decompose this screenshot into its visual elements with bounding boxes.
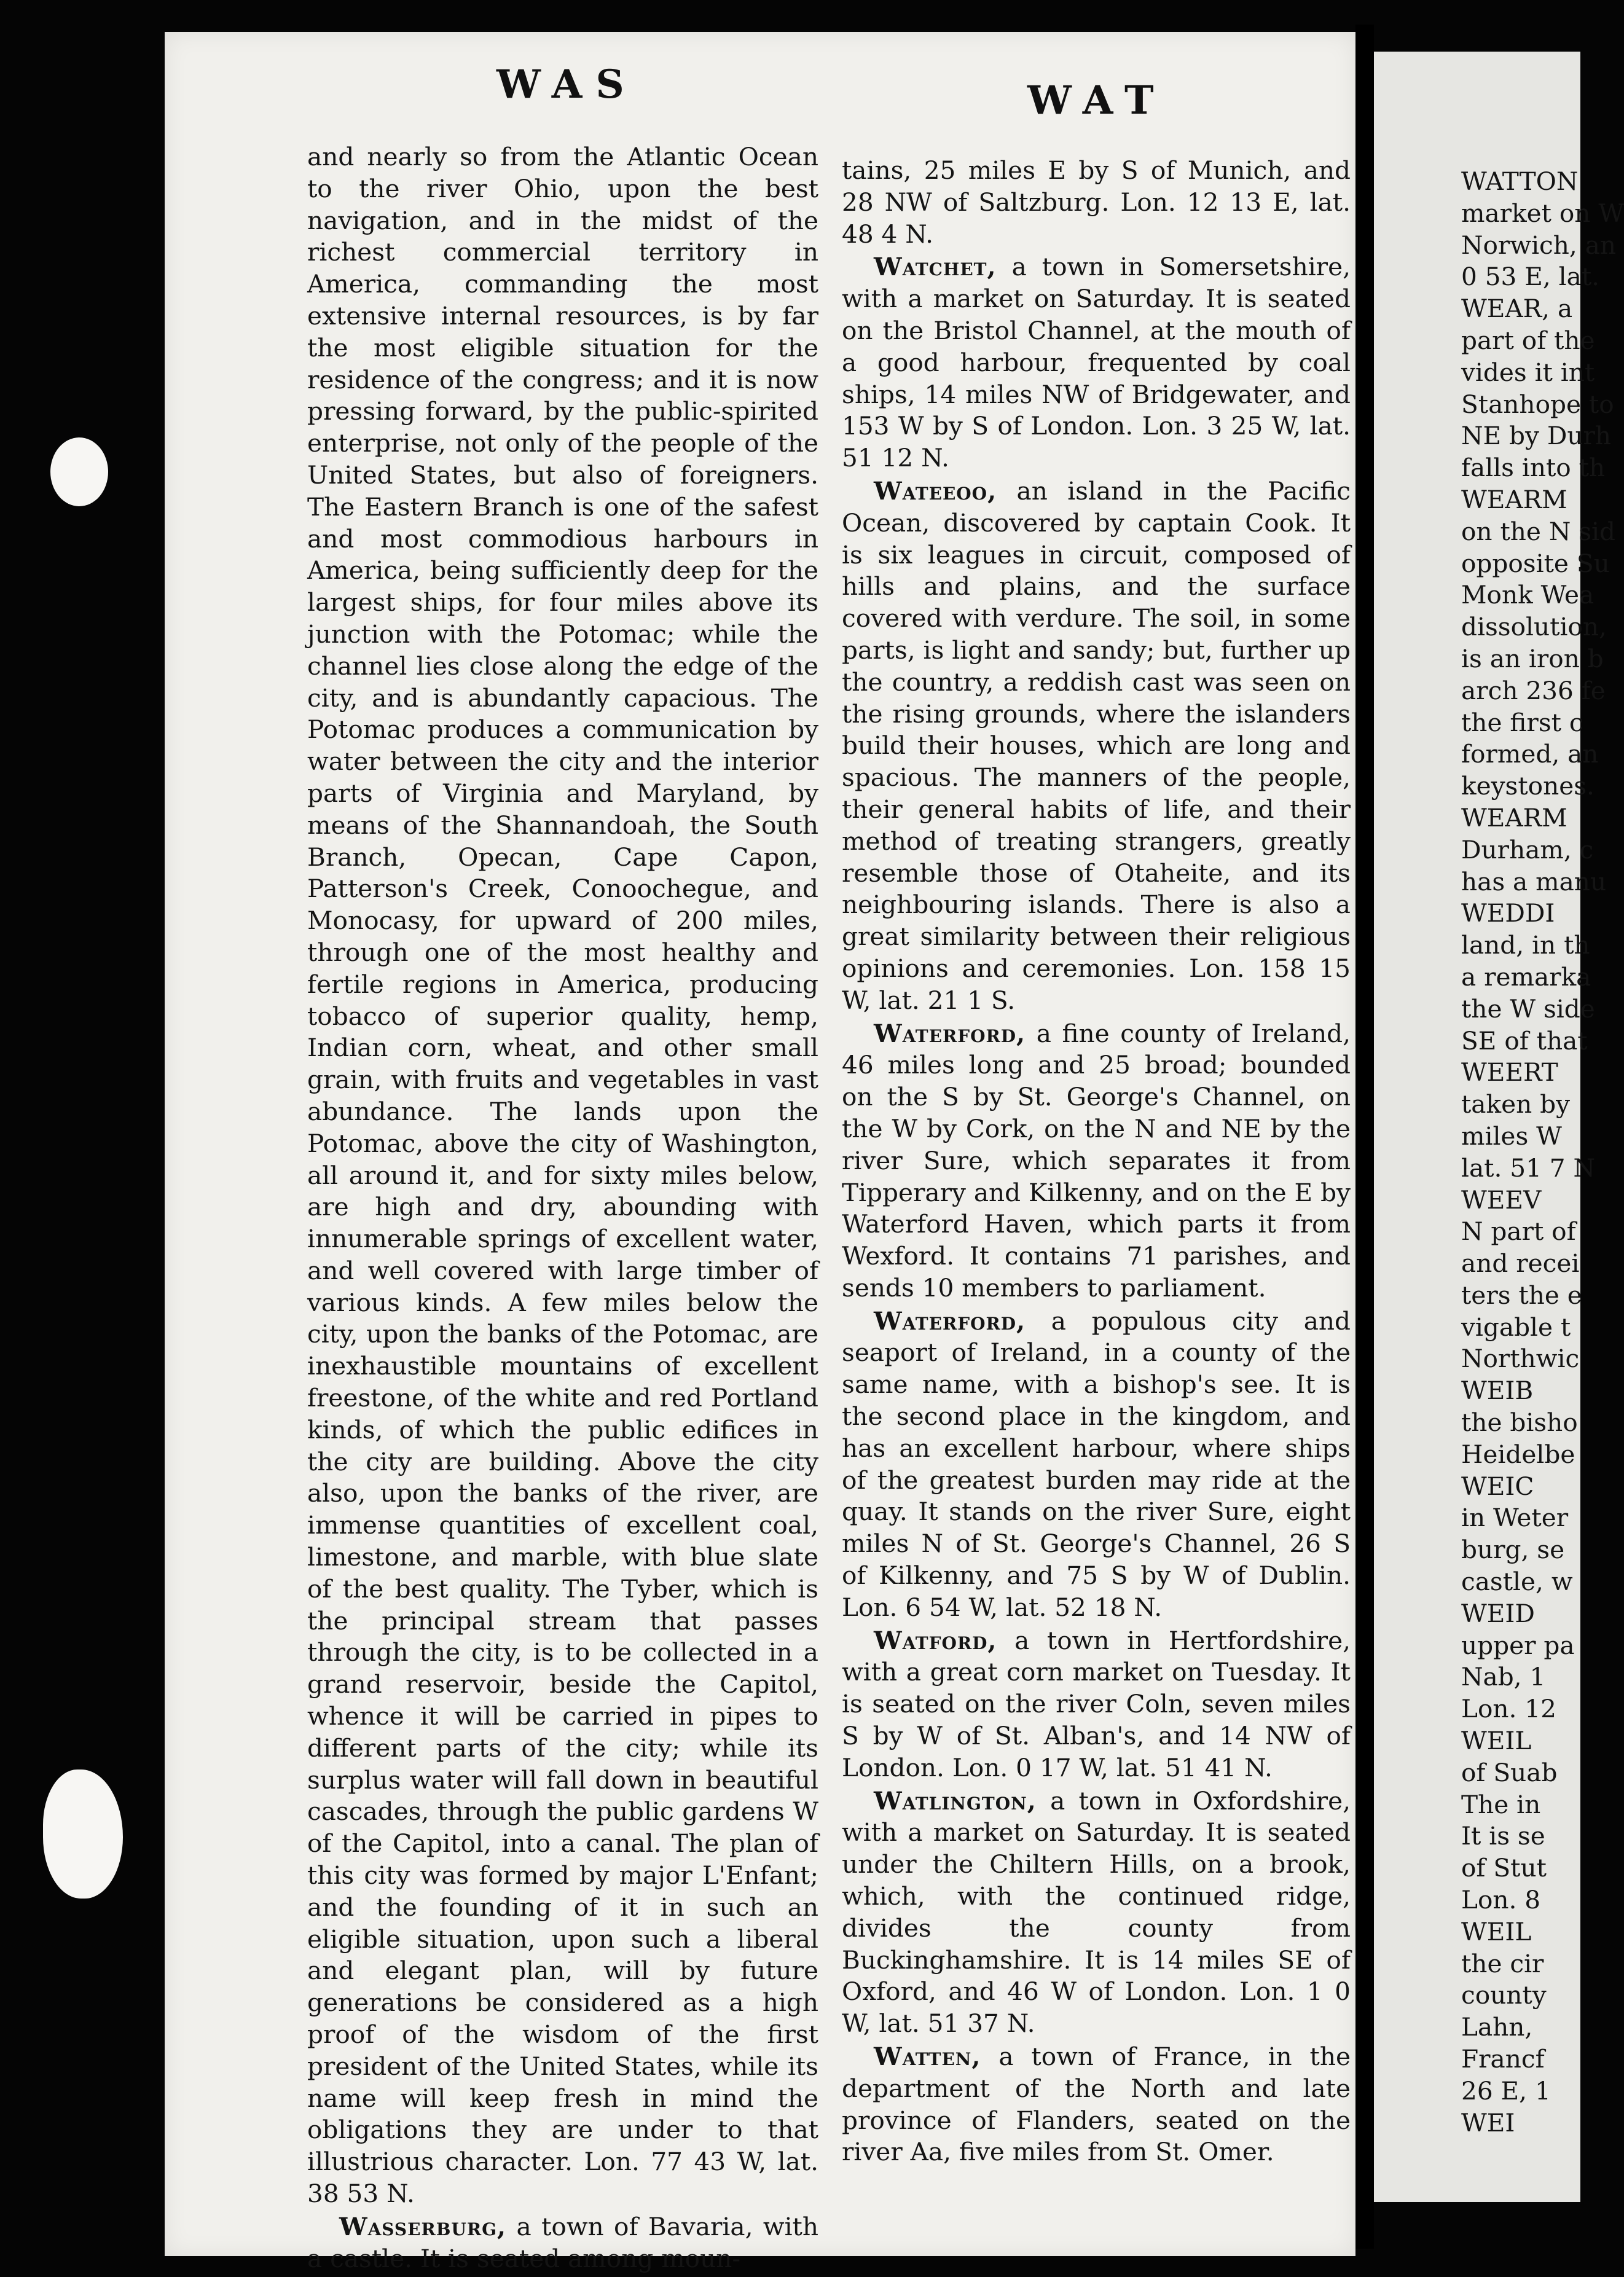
cropped-line: part of the [1461,325,1595,355]
text-column-1 [307,140,818,2273]
cropped-line: It is se [1461,1821,1545,1851]
cropped-line: Lon. 12 [1461,1694,1556,1724]
entry-headword: Watten, [874,2042,981,2072]
cropped-line: burg, se [1461,1535,1565,1565]
cropped-line: WEARM [1461,484,1567,514]
cropped-line: on the N sid [1461,516,1615,546]
cropped-line: vigable t [1461,1312,1571,1342]
cropped-line: upper pa [1461,1630,1575,1660]
gazetteer-entry [842,476,1351,1017]
cropped-line: Stanhope to [1461,389,1614,419]
cropped-line: has a manu [1461,866,1607,896]
running-head-right: WAT [1027,77,1167,123]
cropped-line: Norwich, an [1461,230,1617,260]
cropped-line: a remarka [1461,962,1591,992]
cropped-line: county [1461,1980,1547,2010]
cropped-line: 0 53 E, lat. [1461,262,1600,292]
entry-text: an island in the Pacific Ocean, discovered by captain Cook. It is six leagues in circuit, composed of hills and plains, and the surface covered with verdure. The soil, in some parts, is light and sandy; but, further up the country, a reddish cast was seen on the rising grounds, where the islanders build their houses, which are long and spacious. The manners of the people, their general habits of life, and their method of treating strangers, greatly resemble those of Otaheite, and its neighbouring islands. There is also a great similarity between their religious opinions and ceremonies. Lon. 158 15 W, lat. 21 1 S. [842,476,1351,1015]
cropped-line: NE by Durh [1461,421,1612,451]
entry-text: a fine county of Ireland, 46 miles long and 25 broad; bounded on the S by St. George's Channel, on the W by Cork, on the N and NE by the river Sure, which separates it from Tipperary and Kilkenny, and on the E by Waterford Haven, which parts it from Wexford. It contains 71 parishes, and sends 10 members to parliament. [842,1018,1351,1303]
gazetteer-entry [842,155,1351,250]
cropped-line: Nab, 1 [1461,1662,1546,1692]
cropped-line: WEDDI [1461,898,1555,928]
cropped-line: vides it int [1461,357,1595,387]
book-gutter [1355,25,1374,2249]
entry-text: tains, 25 miles E by S of Munich, and 28 NW of Saltzburg. Lon. 12 13 E, lat. 48 4 N. [842,155,1351,249]
cropped-line: Heidelbe [1461,1439,1575,1469]
cropped-line: WEARM [1461,802,1567,833]
cropped-line: WEAR, a [1461,294,1573,324]
entry-headword: Wateeoo, [874,476,997,506]
cropped-line: Lahn, [1461,2012,1533,2042]
cropped-line: WEID [1461,1598,1535,1628]
entry-text: and nearly so from the Atlantic Ocean to the river Ohio, upon the best navigation, and in the midst of the richest commercial territory in America, commanding the most extensive internal resources, is by far the most eligible situation for the residence of the congress; and it is now pressing forward, by the public-spirited enterprise, not only of the people of the United States, but also of foreigners. The Eastern Branch is one of the safest and most commodious harbours in America, being sufficiently deep for the largest ships, for four miles above its junction with the Potomac; while the channel lies close along the edge of the city, and is abundantly capacious. The Potomac produces a communication by water between the city and the interior parts of Virginia and Maryland, by means of the Shannandoah, the South Branch, Opecan, Cape Capon, Patterson's Creek, Conoochegue, and Monocasy, for upward of 200 miles, through one of the most healthy and fertile regions in America, producing tobacco of superior quality, hemp, Indian corn, wheat, and other small grain, with fruits and vegetables in vast abundance. The lands upon the Potomac, above the city of Washington, all around it, and for sixty miles below, are high and dry, abounding with innumerable springs of excellent water, and well covered with large timber of various kinds. A few miles below the city, upon the banks of the Potomac, are inexhaustible mountains of excellent freestone, of the white and red Portland kinds, of which the public edifices in the city are building. Above the city also, upon the banks of the river, are immense quantities of excellent coal, limestone, and marble, with blue slate of the best quality. The Tyber, which is the principal stream that passes through the city, is to be collected in a grand reservoir, beside the Capitol, whence it will be carried in pipes to different parts of the city; while its surplus water will fall down in beautiful cascades, through the public gardens W of the Capitol, into a canal. The plan of this city was formed by major L'Enfant; and the founding of it in such an eligible situation, upon such a liberal and elegant plan, will by future generations be considered as a high proof of the wisdom of the first president of the United States, while its name will keep fresh in mind the obligations they are under to that illustrious character. Lon. 77 43 W, lat. 38 53 N. [307,142,818,2208]
text-column-3 [1461,166,1624,2138]
cropped-line: taken by [1461,1089,1571,1119]
cropped-line: WEIB [1461,1376,1534,1406]
cropped-line: WEEV [1461,1185,1542,1215]
cropped-line: formed, an [1461,739,1599,769]
cropped-line: keystones. [1461,771,1595,801]
page-damage-hole [50,437,108,506]
cropped-line: in Weter [1461,1503,1569,1533]
cropped-line: Francf [1461,2044,1545,2074]
gazetteer-entry [307,2211,818,2275]
entry-headword: Watlington, [874,1785,1037,1816]
text-column-2 [842,154,1351,2167]
cropped-line: lat. 51 7 N [1461,1153,1596,1183]
cropped-line: arch 236 fe [1461,675,1606,705]
cropped-line: falls into th [1461,453,1606,483]
entry-headword: Wasserburg, [339,2211,507,2241]
cropped-line: the bisho [1461,1408,1578,1438]
entry-headword: Watford, [874,1625,997,1655]
gazetteer-entry [842,1018,1351,1304]
entry-headword: Waterford, [874,1306,1026,1336]
entry-text: a town of France, in the department of the North and late province of Flanders, seated on the river Aa, five miles from St. Omer. [842,2042,1351,2167]
gazetteer-entry [842,251,1351,474]
entry-text: a town of Bavaria, with a castle. It is seated among moun- [307,2211,818,2273]
cropped-line: WEERT [1461,1057,1558,1088]
cropped-line: the first c [1461,707,1583,737]
cropped-line: the W side [1461,993,1595,1024]
gazetteer-entry [842,1785,1351,2040]
cropped-line: SE of that [1461,1025,1588,1056]
cropped-line: is an iron b [1461,643,1604,673]
cropped-line: N part of [1461,1217,1576,1247]
cropped-line: land, in th [1461,930,1590,960]
gazetteer-entry [842,1625,1351,1784]
cropped-line: of Suab [1461,1757,1558,1787]
entry-text: a town in Somersetshire, with a market on Saturday. It is seated on the Bristol Channel, at the mouth of a good harbour, frequented by coal ships, 14 miles NW of Bridgewater, and 153 W by S of London. Lon. 3 25 W, lat. 51 12 N. [842,252,1351,473]
cropped-line: WEI [1461,2107,1515,2138]
entry-text: a town in Hertfordshire, with a great corn market on Tuesday. It is seated on the river Coln, seven miles S by W of St. Alban's, and 14 NW of London. Lon. 0 17 W, lat. 51 41 N. [842,1625,1351,1782]
entry-text: a town in Oxfordshire, with a market on Saturday. It is seated under the Chiltern Hills, on a brook, which, with the continued ridge, divides the county from Buckinghamshire. It is 14 miles SE of Oxford, and 46 W of London. Lon. 1 0 W, lat. 51 37 N. [842,1785,1351,2039]
cropped-line: Northwic [1461,1344,1580,1374]
cropped-line: WEIL [1461,1726,1532,1756]
running-head-left: WAS [496,61,638,108]
cropped-line: dissolution, [1461,612,1607,642]
cropped-line: market on W [1461,198,1624,228]
cropped-line: WEIC [1461,1471,1534,1501]
cropped-line: castle, w [1461,1567,1573,1597]
cropped-line: ters the e [1461,1280,1582,1310]
cropped-line: 26 E, 1 [1461,2075,1551,2106]
cropped-line: and recei [1461,1248,1580,1279]
page-damage-hole [43,1769,123,1899]
gazetteer-entry [842,1306,1351,1624]
cropped-line: Monk Wea [1461,580,1595,610]
cropped-line: opposite Su [1461,548,1610,578]
gazetteer-entry [842,2041,1351,2168]
entry-headword: Watchet, [874,252,997,282]
cropped-line: WEIL [1461,1916,1532,1946]
entry-text: a populous city and seaport of Ireland, in a county of the same name, with a bishop's see. It is the second place in the kingdom, and has an excellent harbour, where ships of the greatest burden may ride at the quay. It stands on the river Sure, eight miles N of St. George's Channel, 26 S of Kilkenny, and 75 S by W of Dublin. Lon. 6 54 W, lat. 52 18 N. [842,1306,1351,1622]
cropped-line: WATTON [1461,167,1579,196]
cropped-line: of Stut [1461,1853,1547,1883]
cropped-line: the cir [1461,1948,1544,1978]
cropped-line: Lon. 8 [1461,1885,1541,1915]
cropped-line: Durham, c [1461,834,1594,864]
entry-headword: Waterford, [874,1018,1026,1048]
gazetteer-entry [307,141,818,2210]
cropped-line: The in [1461,1789,1541,1819]
cropped-line: miles W [1461,1121,1562,1151]
